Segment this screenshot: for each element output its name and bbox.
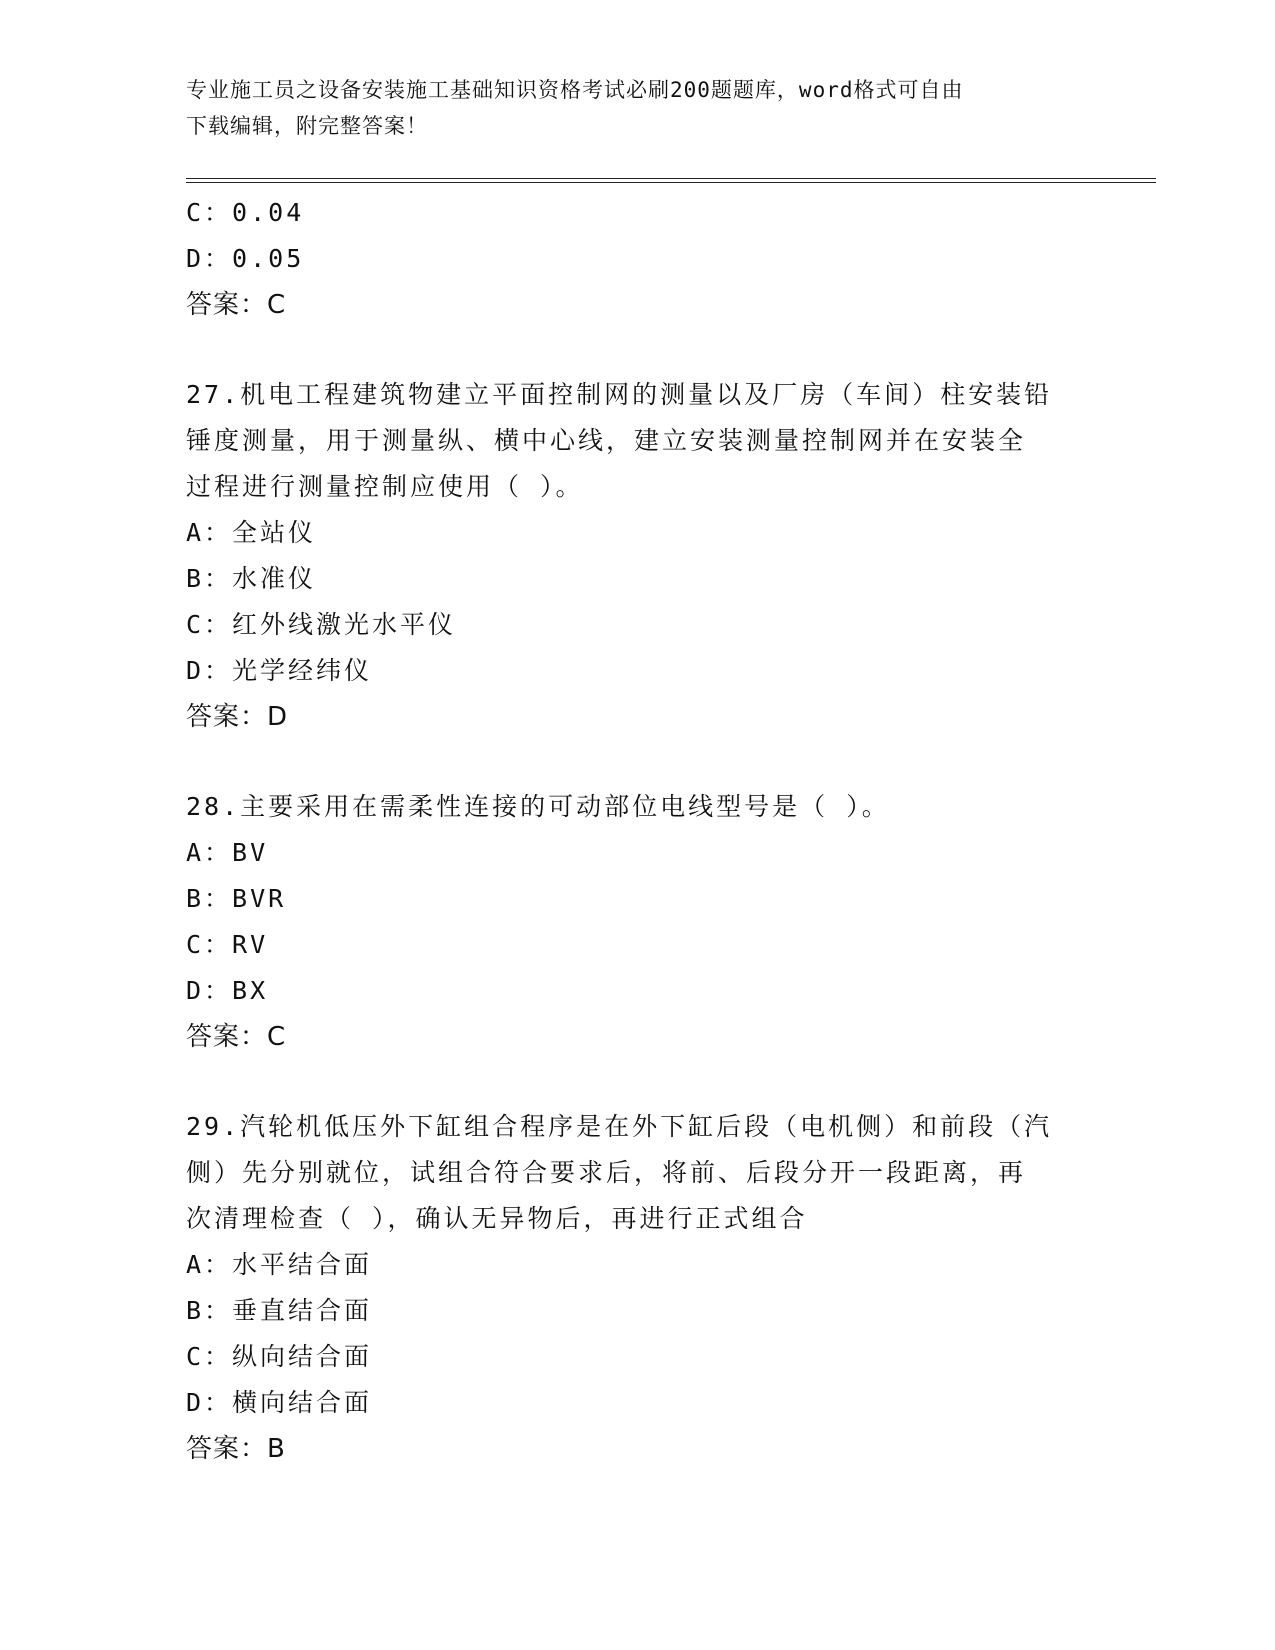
question-text-line: 29.汽轮机低压外下缸组合程序是在外下缸后段（电机侧）和前段（汽 bbox=[186, 1112, 1053, 1141]
spacer bbox=[186, 1060, 1086, 1104]
option-a: A：水平结合面 bbox=[186, 1250, 373, 1279]
answer: 答案：C bbox=[186, 290, 287, 320]
option-d: D：光学经纬仪 bbox=[186, 656, 373, 685]
option-d: D：横向结合面 bbox=[186, 1388, 373, 1417]
page-header bbox=[186, 72, 1086, 144]
answer: 答案：C bbox=[186, 1022, 287, 1052]
option-b: B：水准仪 bbox=[186, 564, 317, 593]
header-rule-top bbox=[186, 178, 1156, 179]
question-text-line: 27.机电工程建筑物建立平面控制网的测量以及厂房（车间）柱安装铅 bbox=[186, 380, 1053, 409]
option-b: B：BVR bbox=[186, 884, 287, 913]
answer: 答案：B bbox=[186, 1434, 286, 1464]
option-b: B：垂直结合面 bbox=[186, 1296, 373, 1325]
option-c: C：纵向结合面 bbox=[186, 1342, 373, 1371]
question-text-line: 28.主要采用在需柔性连接的可动部位电线型号是（ ）。 bbox=[186, 792, 890, 821]
option-a: A：BV bbox=[186, 838, 269, 867]
option-c: C：0.04 bbox=[186, 198, 305, 227]
question-27 bbox=[186, 372, 1086, 740]
spacer bbox=[186, 328, 1086, 372]
answer: 答案：D bbox=[186, 702, 289, 732]
option-d: D：BX bbox=[186, 976, 269, 1005]
option-a: A：全站仪 bbox=[186, 518, 317, 547]
question-text-line: 过程进行测量控制应使用（ ）。 bbox=[186, 472, 584, 501]
question-text-line: 侧）先分别就位，试组合符合要求后，将前、后段分开一段距离，再 bbox=[186, 1158, 1027, 1187]
header-rule-bottom bbox=[186, 182, 1156, 183]
header-line-1: 专业施工员之设备安装施工基础知识资格考试必刷200题题库，word格式可自由 bbox=[186, 78, 964, 102]
option-c: C：RV bbox=[186, 930, 269, 959]
option-d: D：0.05 bbox=[186, 244, 305, 273]
spacer bbox=[186, 740, 1086, 784]
carryover-block bbox=[186, 190, 1086, 328]
question-29 bbox=[186, 1104, 1086, 1472]
question-text-line: 次清理检查（ ），确认无异物后，再进行正式组合 bbox=[186, 1204, 808, 1233]
question-content bbox=[186, 190, 1086, 1472]
question-28 bbox=[186, 784, 1086, 1060]
question-text-line: 锤度测量，用于测量纵、横中心线，建立安装测量控制网并在安装全 bbox=[186, 426, 1027, 455]
option-c: C：红外线激光水平仪 bbox=[186, 610, 457, 639]
header-line-2: 下载编辑，附完整答案！ bbox=[186, 114, 428, 138]
